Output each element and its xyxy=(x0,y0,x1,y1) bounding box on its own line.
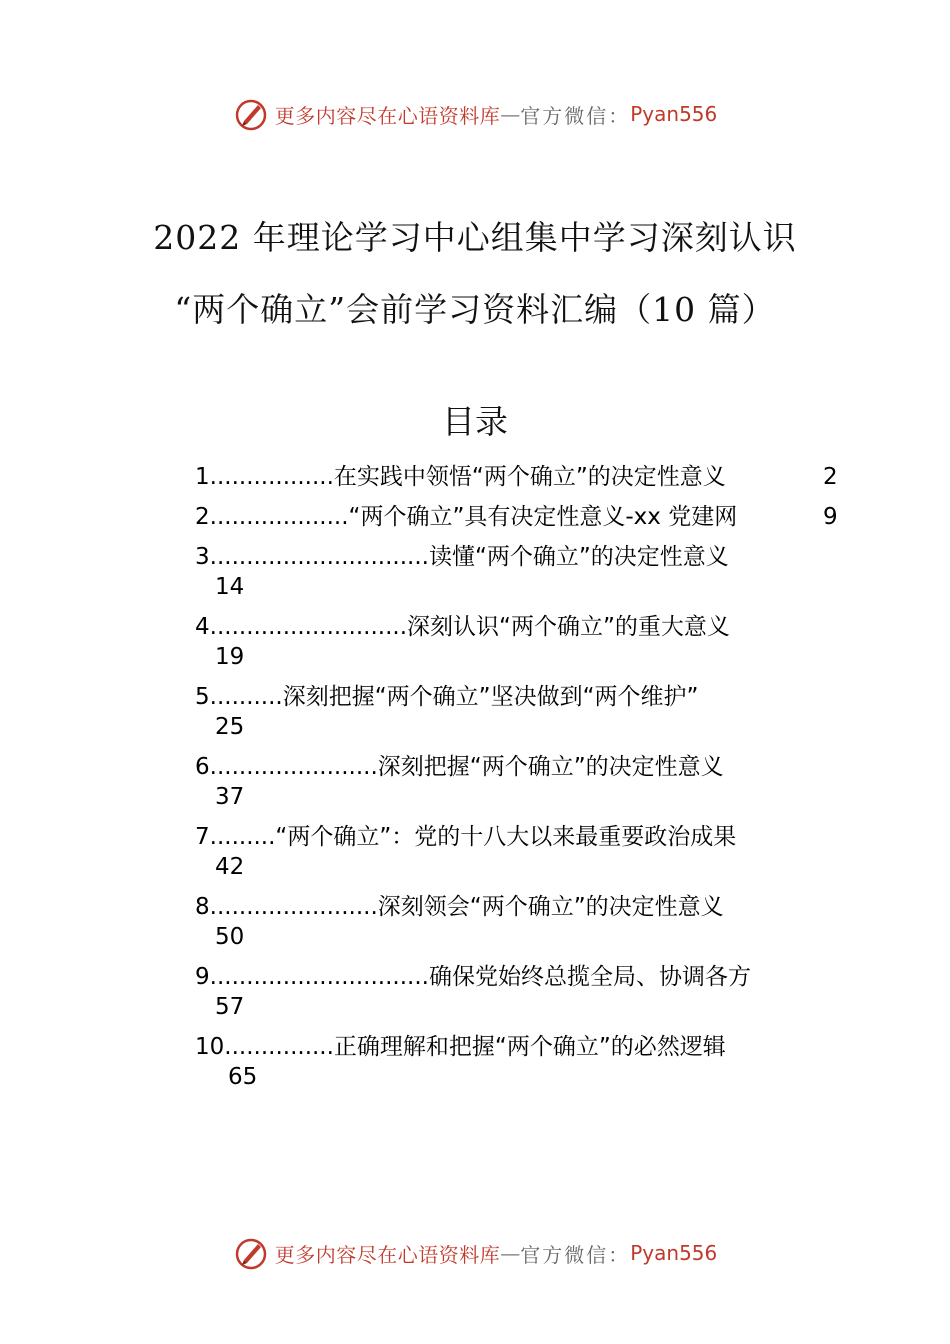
toc-entry[interactable] xyxy=(195,752,845,782)
toc-entry[interactable] xyxy=(195,612,845,642)
header-banner xyxy=(0,94,950,134)
toc-page-number: 9 xyxy=(823,504,838,530)
toc-entry-text: 2...................“两个确立”具有决定性意义-xx 党建网 xyxy=(195,504,738,530)
toc-entry-text: 9..............................确保党始终总揽全局、协调各方 xyxy=(195,964,751,990)
pen-logo-icon xyxy=(233,96,269,132)
toc-entry[interactable] xyxy=(195,462,845,502)
toc-page-number: 57 xyxy=(215,994,245,1020)
toc-entry-text: 10...............正确理解和把握“两个确立”的必然逻辑 xyxy=(195,1034,726,1060)
toc-page-number: 37 xyxy=(215,784,245,810)
toc-entry[interactable] xyxy=(195,542,845,572)
document-title-line2: “两个确立”会前学习资料汇编（10 篇） xyxy=(174,290,776,329)
toc-entry-text: 1.................在实践中领悟“两个确立”的决定性意义 xyxy=(195,464,726,490)
toc-entry[interactable] xyxy=(195,892,845,922)
toc-entry-text: 3..............................读懂“两个确立”的决定性意义 xyxy=(195,544,729,570)
toc-entry-text: 7.........“两个确立”：党的十八大以来最重要政治成果 xyxy=(195,824,737,850)
banner-wechat-label: 官方微信： xyxy=(520,103,631,128)
banner-slogan: 更多内容尽在心语资料库 xyxy=(274,103,501,128)
toc-entry[interactable] xyxy=(195,962,845,992)
footer-banner xyxy=(0,1233,950,1273)
banner-wechat-id: Pyan556 xyxy=(630,1241,718,1265)
toc-entry-text: 4...........................深刻认识“两个确立”的重大意义 xyxy=(195,614,730,640)
toc-entry[interactable] xyxy=(195,682,845,712)
toc-entry[interactable] xyxy=(195,502,845,542)
banner-separator: — xyxy=(500,102,521,126)
table-of-contents xyxy=(195,462,845,1102)
toc-entry-text: 8.......................深刻领会“两个确立”的决定性意义 xyxy=(195,894,724,920)
toc-entry-text: 5..........深刻把握“两个确立”坚决做到“两个维护” xyxy=(195,684,699,710)
banner-slogan: 更多内容尽在心语资料库 xyxy=(274,1242,501,1267)
toc-page-number: 14 xyxy=(215,574,245,600)
toc-page-number: 25 xyxy=(215,714,245,740)
document-title-line1: 2022 年理论学习中心组集中学习深刻认识 xyxy=(153,218,797,257)
banner-wechat-label: 官方微信： xyxy=(520,1242,631,1267)
toc-page-number: 42 xyxy=(215,854,245,880)
banner-wechat-id: Pyan556 xyxy=(630,102,718,126)
toc-entry[interactable] xyxy=(195,1032,845,1062)
pen-logo-icon xyxy=(233,1235,269,1271)
toc-page-number: 65 xyxy=(228,1064,258,1090)
banner-separator: — xyxy=(500,1241,521,1265)
toc-entry[interactable] xyxy=(195,822,845,852)
toc-page-number: 2 xyxy=(823,464,838,490)
toc-entry-text: 6.......................深刻把握“两个确立”的决定性意义 xyxy=(195,754,724,780)
toc-page-number: 50 xyxy=(215,924,245,950)
toc-heading: 目录 xyxy=(442,402,508,441)
toc-page-number: 19 xyxy=(215,644,245,670)
